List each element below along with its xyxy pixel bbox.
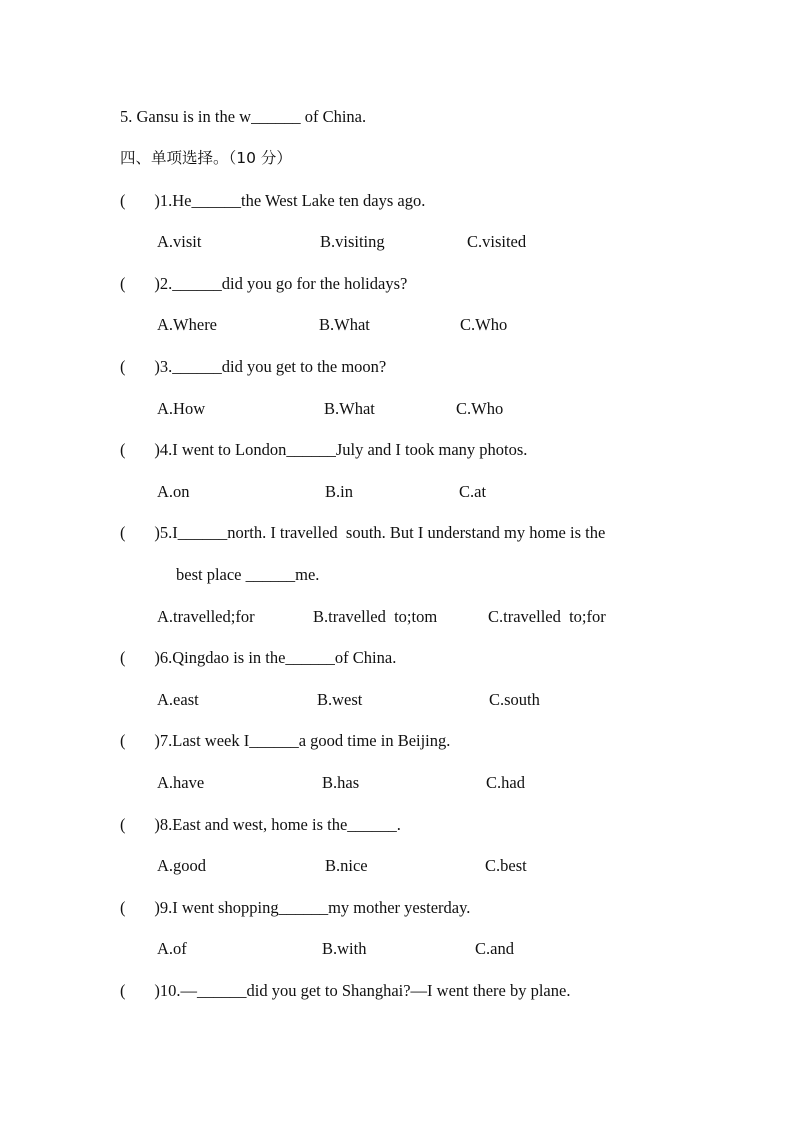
question-6-option-a: A.east [157, 690, 199, 709]
question-1-option-c: C.visited [467, 232, 527, 251]
question-4-option-c: C.at [459, 482, 487, 501]
question-4-stem: ( )4.I went to London______July and I took many photos. [120, 440, 528, 459]
question-1-stem: ( )1.He______the West Lake ten days ago. [120, 191, 426, 210]
question-6-option-b: B.west [317, 690, 363, 709]
question-5-stem-continued: best place ______me. [176, 565, 320, 584]
question-1-option-b: B.visiting [320, 232, 385, 251]
question-9-stem: ( )9.I went shopping______my mother yesterday. [120, 898, 471, 917]
question-7-stem: ( )7.Last week I______a good time in Beijing. [120, 731, 451, 750]
question-6-stem: ( )6.Qingdao is in the______of China. [120, 648, 397, 667]
question-3-option-b: B.What [324, 399, 375, 418]
question-9-option-c: C.and [475, 939, 514, 958]
question-7-option-c: C.had [486, 773, 525, 792]
question-8-stem: ( )8.East and west, home is the______. [120, 815, 401, 834]
question-9-option-b: B.with [322, 939, 367, 958]
question-8-option-c: C.best [485, 856, 527, 875]
question-5-option-a: A.travelled;for [157, 607, 255, 626]
question-2-option-b: B.What [319, 315, 370, 334]
question-4-option-a: A.on [157, 482, 190, 501]
question-2-stem: ( )2.______did you go for the holidays? [120, 274, 408, 293]
question-3-stem: ( )3.______did you get to the moon? [120, 357, 387, 376]
question-9-option-a: A.of [157, 939, 187, 958]
question-6-option-c: C.south [489, 690, 540, 709]
question-5-option-c: C.travelled to;for [488, 607, 606, 626]
question-8-option-a: A.good [157, 856, 207, 875]
question-3-option-a: A.How [157, 399, 206, 418]
section-heading: 四、单项选择。（10 分） [120, 149, 292, 167]
question-7-option-b: B.has [322, 773, 360, 792]
question-5-stem: ( )5.I______north. I travelled south. But I understand my home is the [120, 523, 606, 542]
question-4-option-b: B.in [325, 482, 353, 501]
question-3-option-c: C.Who [456, 399, 504, 418]
fill-item-5: 5. Gansu is in the w______ of China. [120, 107, 367, 126]
question-10-stem: ( )10.—______did you get to Shanghai?—I went there by plane. [120, 981, 571, 1000]
question-7-option-a: A.have [157, 773, 205, 792]
question-1-option-a: A.visit [157, 232, 202, 251]
question-2-option-c: C.Who [460, 315, 508, 334]
question-8-option-b: B.nice [325, 856, 368, 875]
question-2-option-a: A.Where [157, 315, 218, 334]
question-5-option-b: B.travelled to;tom [313, 607, 438, 626]
